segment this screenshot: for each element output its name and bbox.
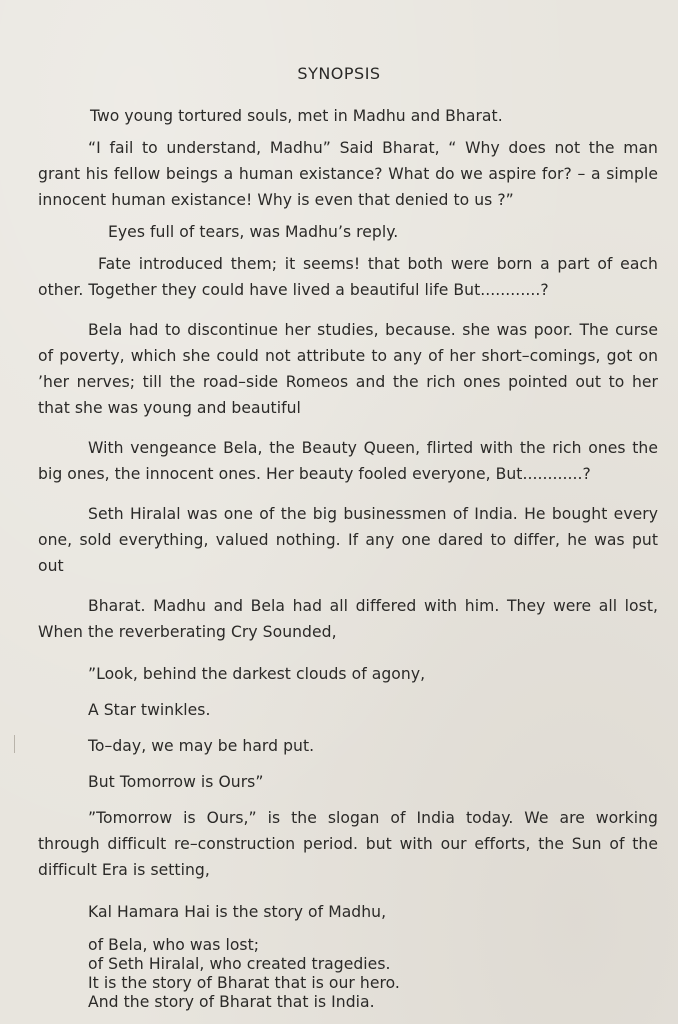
final-line: Kal Hamara Hai is the story of Madhu, [88,903,387,921]
paragraph-fate: Fate introduced them; it seems! that both were born a part of each other. Together they could have lived a beautiful life But............? [38,255,658,299]
poem-line: But Tomorrow is Ours” [88,773,264,791]
synopsis-body [38,103,658,1012]
page-title: SYNOPSIS [297,64,381,83]
final-line: of Bela, who was lost; [88,936,260,954]
final-line: of Seth Hiralal, who created tragedies. [88,955,391,973]
poem-line: ”Look, behind the darkest clouds of agony, [88,665,426,683]
final-line: It is the story of Bharat that is our hero. [88,974,400,992]
paragraph-tomorrow-is-ours: ”Tomorrow is Ours,” is the slogan of India today. We are working through difficult re–construction period. but with our efforts, the Sun of the difficult Era is setting, [38,809,658,879]
paragraph-bela-vengeance: With vengeance Bela, the Beauty Queen, flirted with the rich ones the big ones, the innocent ones. Her beauty fooled everyone, But............? [38,439,658,483]
paragraph-madhu-reply: Eyes full of tears, was Madhu’s reply. [108,223,399,241]
paragraph-seth-hiralal: Seth Hiralal was one of the big businessmen of India. He bought every one, sold everything, valued nothing. If any one dared to differ, he was put out [38,505,658,575]
paper-mark [14,735,15,753]
final-line: And the story of Bharat that is India. [88,993,375,1011]
paragraph-intro: Two young tortured souls, met in Madhu and Bharat. [90,107,503,125]
poem-line: To–day, we may be hard put. [88,737,315,755]
final-lines [38,903,658,1012]
paragraph-bela-studies: Bela had to discontinue her studies, because. she was poor. The curse of poverty, which she could not attribute to any of her short–comings, got on ’her nerves; till the road–side Romeos and the rich ones pointed out to her that she was young and beautiful [38,321,658,417]
paragraph-bharat-quote: “I fail to understand, Madhu” Said Bharat, “ Why does not the man grant his fellow beings a human existance? What do we aspire for? – a simple innocent human existance! Why is even that denied to us ?” [38,139,658,209]
poem-line: A Star twinkles. [88,701,211,719]
paragraph-all-lost: Bharat. Madhu and Bela had all differed with him. They were all lost, When the reverberating Cry Sounded, [38,597,658,641]
